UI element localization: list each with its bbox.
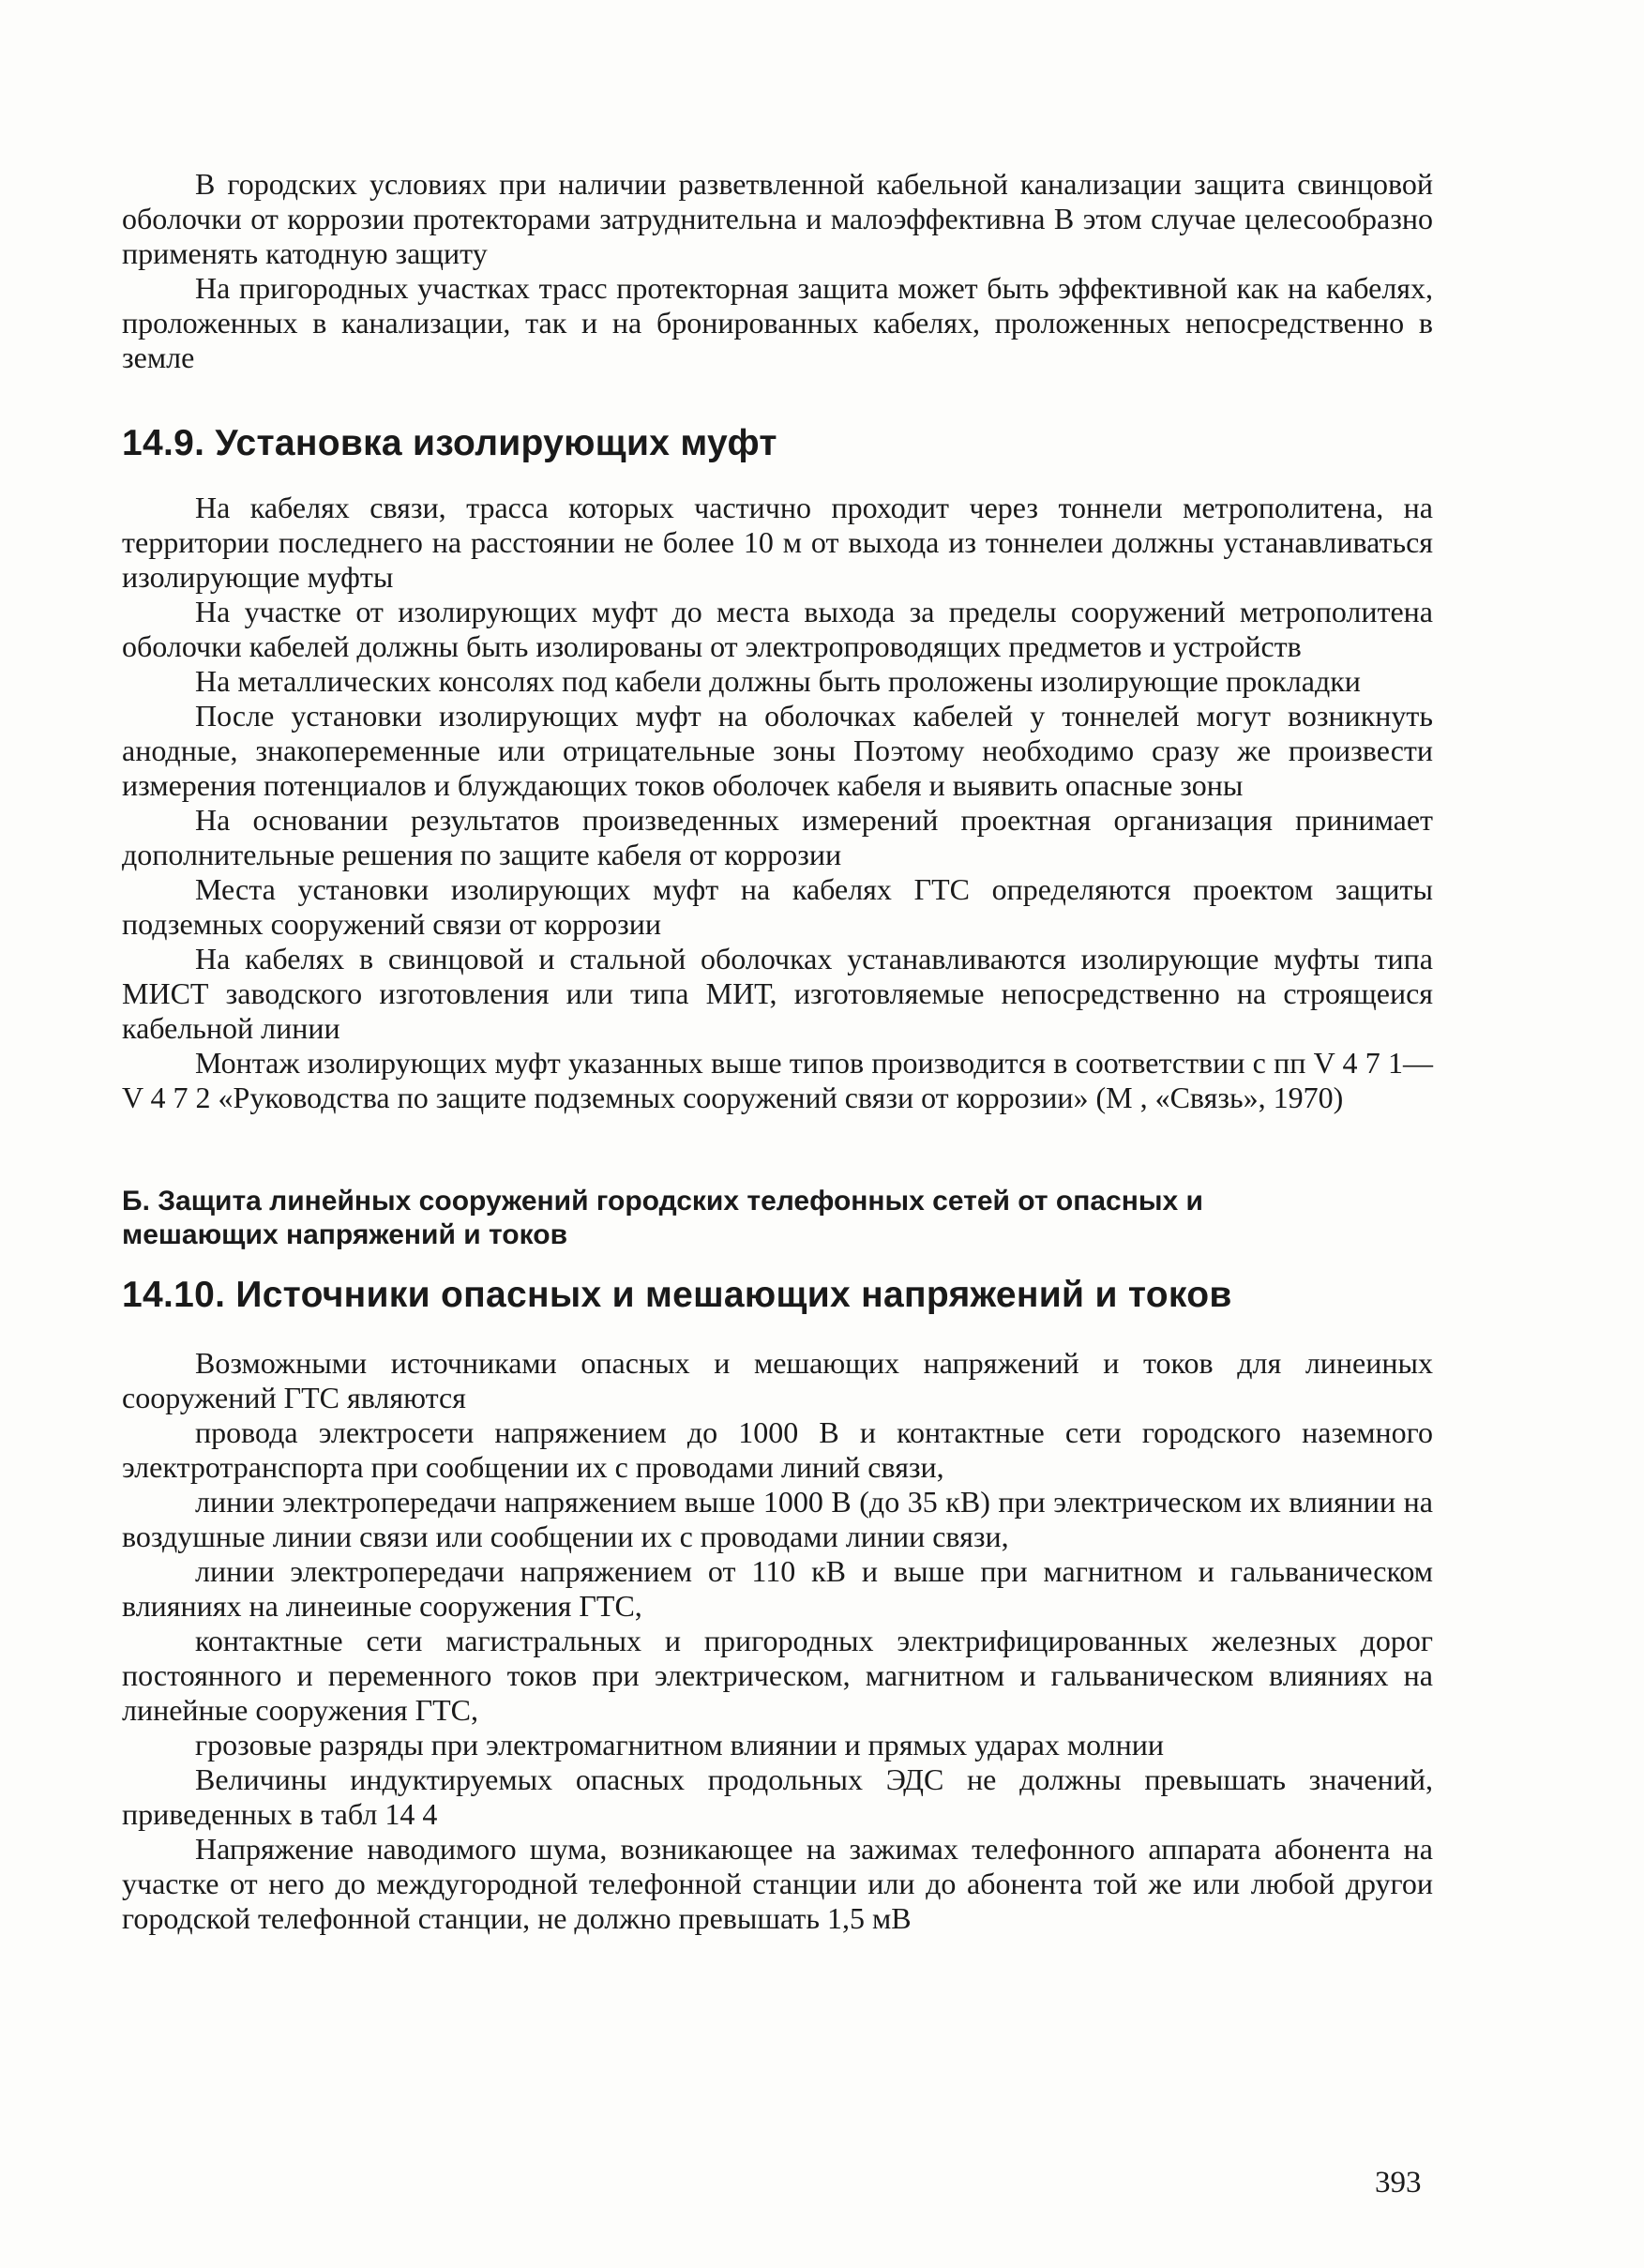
section-heading-14-9: 14.9. Установка изолирующих муфт	[122, 423, 777, 463]
intro-paragraph-1: В городских условиях при наличии разветвленной кабельной канализации защита свинцовой оболочки от коррозии протекторами затруднительна и малоэффективна В этом случае целесообразно применять катодную защиту	[122, 167, 1433, 270]
section-14-9-paragraph-8: Монтаж изолирующих муфт указанных выше типов производится в соответствии с пп V 4 7 1—V 4 7 2 «Руководства по защите подземных сооружений связи от коррозии» (М , «Связь», 1970)	[122, 1046, 1433, 1114]
section-heading-14-10: 14.10. Источники опасных и мешающих напряжений и токов	[122, 1275, 1232, 1315]
page-number: 393	[1375, 2166, 1422, 2200]
section-14-9-paragraph-7: На кабелях в свинцовой и стальной оболочках устанавливаются изолирующие муфты типа МИСТ заводского изготовления или типа МИТ, изготовляемые непосредственно на строящеися кабельной линии	[122, 942, 1433, 1045]
section-14-9-paragraph-5: На основании результатов произведенных измерений проектная организация принимает дополнительные решения по защите кабеля от коррозии	[122, 803, 1433, 871]
section-14-10-paragraph-2: Величины индуктируемых опасных продольных ЭДС не должны превышать значений, приведенных в табл 14 4	[122, 1762, 1433, 1831]
section-14-10-list-item-2: линии электропередачи напряжением выше 1000 В (до 35 кВ) при электрическом их влиянии на воздушные линии связи или сообщении их с проводами линии связи,	[122, 1485, 1433, 1553]
section-14-9-paragraph-1: На кабелях связи, трасса которых частично проходит через тоннели метрополитена, на территории последнего на расстоянии не более 10 м от выхода из тоннелеи должны устанавливаться изолирующие муфты	[122, 491, 1433, 594]
section-14-9-paragraph-2: На участке от изолирующих муфт до места выхода за пределы сооружений метрополитена оболочки кабелей должны быть изолированы от электропроводящих предметов и устройств	[122, 595, 1433, 663]
section-14-9-paragraph-4: После установки изолирующих муфт на оболочках кабелей у тоннелей могут возникнуть анодные, знакопеременные или отрицательные зоны Поэтому необходимо сразу же произвести измерения потенциалов и блуждающих токов оболочек кабеля и выявить опасные зоны	[122, 699, 1433, 802]
section-14-10-paragraph-3: Напряжение наводимого шума, возникающее на зажимах телефонного аппарата абонента на участке от него до междугородной телефонной станции или до абонента той же или любой другои городской телефонной станции, не должно превышать 1,5 мВ	[122, 1832, 1433, 1935]
intro-paragraph-2: На пригородных участках трасс протекторная защита может быть эффективной как на кабелях, проложенных в канализации, так и на бронированных кабелях, проложенных непосредственно в земле	[122, 271, 1433, 374]
section-14-9-paragraph-6: Места установки изолирующих муфт на кабелях ГТС определяются проектом защиты подземных сооружений связи от коррозии	[122, 872, 1433, 941]
page-body	[122, 167, 1433, 1936]
section-14-10-list-item-1: провода электросети напряжением до 1000 В и контактные сети городского наземного электротранспорта при сообщении их с проводами линий связи,	[122, 1415, 1433, 1484]
section-14-10-list-item-5: грозовые разряды при электромагнитном влиянии и прямых ударах молнии	[195, 1728, 1164, 1761]
part-b-heading: Б. Защита линейных сооружений городских телефонных сетей от опасных и мешающих напряжений и токов	[122, 1186, 1203, 1250]
section-14-10-paragraph-1: Возможными источниками опасных и мешающих напряжений и токов для линеиных сооружений ГТС являются	[122, 1346, 1433, 1414]
section-14-10-list-item-4: контактные сети магистральных и пригородных электрифицированных железных дорог постоянного и переменного токов при электрическом, магнитном и гальваническом влияниях на линейные сооружения ГТС,	[122, 1624, 1433, 1727]
section-14-10-list-item-3: линии электропередачи напряжением от 110 кВ и выше при магнитном и гальваническом влияниях на линеиные сооружения ГТС,	[122, 1554, 1433, 1623]
section-14-9-paragraph-3: На металлических консолях под кабели должны быть проложены изолирующие прокладки	[195, 664, 1361, 698]
